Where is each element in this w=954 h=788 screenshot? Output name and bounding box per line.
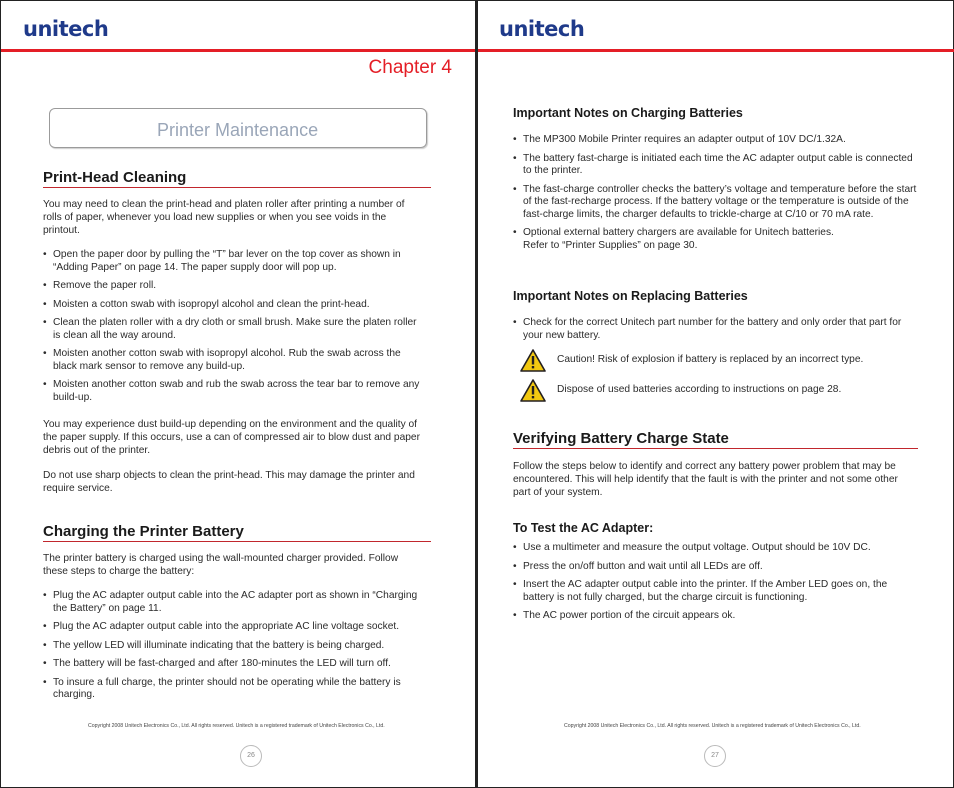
list-item: • Insert the AC adapter output cable into the printer. If the Amber LED goes on, the battery is not fully charged, but the charge circuit is functioning. bbox=[513, 579, 918, 604]
charging-heading: Charging the Printer Battery bbox=[43, 523, 431, 542]
list-item: • Moisten another cotton swab and rub the swab across the tear bar to remove any build-up. bbox=[43, 379, 423, 404]
replacing-notes-heading: Important Notes on Replacing Batteries bbox=[513, 289, 748, 303]
list-item: • The yellow LED will illuminate indicating that the battery is being charged. bbox=[43, 640, 423, 653]
page-number: 26 bbox=[240, 745, 262, 767]
list-item: • The battery fast-charge is initiated each time the AC adapter output cable is connected to the printer. bbox=[513, 153, 918, 178]
test-adapter-heading: To Test the AC Adapter: bbox=[513, 521, 654, 535]
header-rule bbox=[478, 49, 954, 52]
caution-warning bbox=[520, 349, 546, 372]
dispose-warning bbox=[520, 379, 546, 402]
verify-heading: Verifying Battery Charge State bbox=[513, 430, 918, 449]
test-adapter-steps bbox=[513, 542, 918, 629]
printhead-heading: Print-Head Cleaning bbox=[43, 169, 431, 188]
printhead-note-sharp: Do not use sharp objects to clean the print-head. This may damage the printer and require service. bbox=[43, 470, 415, 494]
list-item: • Clean the platen roller with a dry cloth or small brush. Make sure the platen roller is clean all the way around. bbox=[43, 317, 423, 342]
list-item: • The fast-charge controller checks the battery’s voltage and temperature before the start of the fast-recharge process. If the battery voltage or the temperature is outside of the fast-charge limits, the charger defaults to trickle-charge at C/10 or 70 mA rate. bbox=[513, 184, 918, 222]
copyright-footer: Copyright 2008 Unitech Electronics Co., Ltd. All rights reserved. Unitech is a registered trademark of Unitech Electronics Co., Ltd. bbox=[564, 723, 861, 729]
list-item: • To insure a full charge, the printer should not be operating while the battery is charging. bbox=[43, 677, 423, 702]
chapter-title-box bbox=[49, 108, 427, 148]
page-number: 27 bbox=[704, 745, 726, 767]
charging-notes-heading: Important Notes on Charging Batteries bbox=[513, 106, 743, 120]
list-item: • The MP300 Mobile Printer requires an adapter output of 10V DC/1.32A. bbox=[513, 134, 918, 147]
chapter-label: Chapter 4 bbox=[368, 57, 452, 78]
dispose-text: Dispose of used batteries according to instructions on page 28. bbox=[557, 384, 842, 395]
list-item: • Moisten another cotton swab with isopropyl alcohol. Rub the swab across the black mark sensor to remove any build-up. bbox=[43, 348, 423, 373]
list-item: • Plug the AC adapter output cable into the appropriate AC line voltage socket. bbox=[43, 621, 423, 634]
charging-notes-list bbox=[513, 134, 918, 258]
list-item: • Remove the paper roll. bbox=[43, 280, 423, 293]
charging-steps bbox=[43, 590, 423, 708]
printhead-note-dust: You may experience dust build-up depending on the environment and the quality of the paper supply. If this occurs, use a can of compressed air to blow dust and paper debris out of the printer. bbox=[43, 419, 420, 456]
header-rule bbox=[1, 49, 477, 52]
caution-text: Caution! Risk of explosion if battery is replaced by an incorrect type. bbox=[557, 354, 864, 365]
printhead-steps bbox=[43, 249, 423, 410]
list-item: • The battery will be fast-charged and after 180-minutes the LED will turn off. bbox=[43, 658, 423, 671]
copyright-footer: Copyright 2008 Unitech Electronics Co., Ltd. All rights reserved. Unitech is a registered trademark of Unitech Electronics Co., Ltd. bbox=[88, 723, 385, 729]
list-item: • Press the on/off button and wait until all LEDs are off. bbox=[513, 561, 918, 574]
list-item: • The AC power portion of the circuit appears ok. bbox=[513, 610, 918, 623]
list-item: • Open the paper door by pulling the “T” bar lever on the top cover as shown in “Adding Paper” on page 14. The paper supply door will pop up. bbox=[43, 249, 423, 274]
warning-icon bbox=[520, 349, 546, 372]
list-item: • Plug the AC adapter output cable into the AC adapter port as shown in “Charging the Battery” on page 11. bbox=[43, 590, 423, 615]
charging-intro: The printer battery is charged using the wall-mounted charger provided. Follow these steps to charge the battery: bbox=[43, 553, 399, 577]
list-item: • Check for the correct Unitech part number for the battery and only order that part for your new battery. bbox=[513, 317, 918, 342]
unitech-logo: unitech bbox=[23, 17, 109, 41]
chapter-title: Printer Maintenance bbox=[157, 120, 319, 140]
warning-icon bbox=[520, 379, 546, 402]
left-page bbox=[0, 0, 476, 788]
replacing-notes-list bbox=[513, 317, 918, 348]
right-page bbox=[478, 0, 954, 788]
verify-intro: Follow the steps below to identify and correct any battery power problem that may be encountered. This will help identify that the fault is with the printer and not some other part of your system. bbox=[513, 461, 898, 498]
unitech-logo: unitech bbox=[499, 17, 585, 41]
printhead-intro: You may need to clean the print-head and platen roller after printing a number of rolls of paper, whenever you load new supplies or when you see voids in the printout. bbox=[43, 199, 405, 236]
list-item: • Use a multimeter and measure the output voltage. Output should be 10V DC. bbox=[513, 542, 918, 555]
list-item: • Optional external battery chargers are available for Unitech batteries. Refer to “Printer Supplies” on page 30. bbox=[513, 227, 918, 252]
list-item: • Moisten a cotton swab with isopropyl alcohol and clean the print-head. bbox=[43, 299, 423, 312]
